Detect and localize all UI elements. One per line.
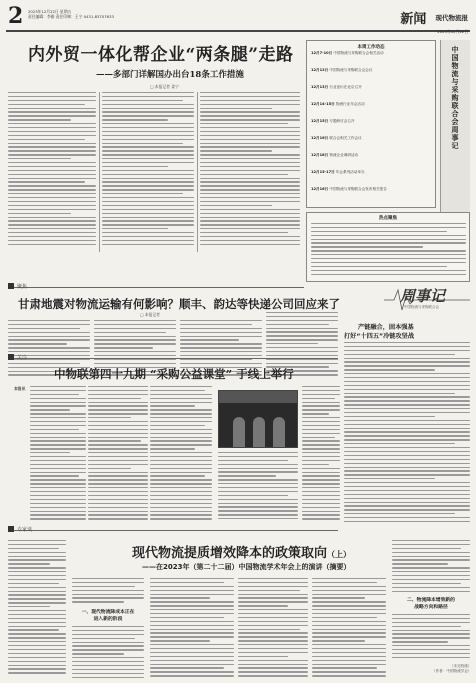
article3-text-col1	[30, 386, 86, 526]
section-rule	[8, 287, 304, 288]
article1-byline: □ 本报记者 姜宁	[150, 84, 179, 89]
section-marker-icon	[8, 283, 14, 289]
weekly-item	[311, 102, 432, 107]
photo-banner	[219, 391, 297, 403]
article4-point2-heading	[392, 598, 470, 611]
article4-footer	[432, 664, 472, 674]
weekly-item-text: 物流企业调研活动	[329, 153, 359, 157]
header-meta-line: 责任编辑：李雅 责任印制：王宁 0431-83707633	[28, 14, 114, 19]
hot-focus-box	[306, 212, 470, 282]
article1-subtitle: ——多部门详解国办出台18条工作措施	[96, 70, 244, 80]
weekly-item-text: 中国物流与采购联合会相关活动	[333, 51, 384, 55]
header-meta-line: 2023年12月22日 星期五	[28, 9, 72, 14]
section-rule	[8, 358, 338, 359]
point1-line2: 进入新的阶段	[93, 616, 123, 622]
weekly-item-date: 12月13日	[311, 85, 329, 89]
weekly-item	[311, 68, 432, 73]
article4-title-main: 现代物流提质增效降本的政策取向	[132, 546, 328, 561]
weekly-item-date: 12月12日	[311, 68, 329, 72]
weekly-work-box	[306, 40, 436, 208]
weekly-item	[311, 85, 432, 90]
weekly-record-logo-subtitle: 中国物流与采购联合会	[404, 305, 439, 309]
article2-byline: □ 本报记者	[140, 312, 160, 317]
article4-text-col4	[238, 578, 308, 681]
article1-text-col2	[102, 92, 194, 252]
section-tag: 专家谈	[17, 527, 33, 533]
weekly-item-text: 物流行业年会活动	[335, 102, 365, 106]
article1-text-col3	[200, 92, 300, 252]
hot-focus-text	[311, 223, 466, 281]
weekly-work-title: 本周工作动态	[357, 45, 385, 50]
article3-title: 中物联第四十九期 “采购公益课堂” 于线上举行	[54, 367, 294, 381]
side-headline-line2: 打好“十四五”冷链攻坚战	[344, 333, 415, 340]
weekly-item-date: 12月16日	[311, 187, 329, 191]
article4-title	[132, 542, 351, 561]
weekly-item-date: 12月15日	[311, 119, 329, 123]
weekly-item-text: 联合会相关工作会议	[329, 136, 362, 140]
weekly-item	[311, 51, 432, 56]
section-marker-icon	[8, 354, 14, 360]
article4-text-col5	[312, 578, 386, 681]
section-name: 新闻	[400, 12, 427, 27]
vertical-column-title-text: 中国物流与采购联合会周事记	[451, 46, 459, 150]
weekly-item-text: 专题研讨会召开	[329, 119, 355, 123]
point1-line1: 一、现代物流降成本正在	[81, 610, 135, 615]
weekly-item-text: 年会系列活动举办	[335, 170, 365, 174]
article3-text-under-photo	[218, 452, 298, 526]
side-article-text	[344, 342, 470, 532]
weekly-item	[311, 153, 432, 158]
article4-text-col3	[150, 578, 234, 681]
article4-text-col2-bottom	[72, 626, 144, 681]
masthead-right	[400, 7, 468, 35]
header-meta	[28, 9, 118, 19]
weekly-item	[311, 136, 432, 141]
weekly-item-text: 中国物流与采购联合会发布相关报告	[329, 187, 387, 191]
weekly-item-date: 12月16日	[311, 136, 329, 140]
article2-title: 甘肃地震对物流运输有何影响？顺丰、韵达等快递公司回应来了	[18, 297, 340, 311]
paper-name: 现代物流报	[435, 14, 468, 22]
header-date: 2023年12月22日	[437, 29, 468, 34]
weekly-item	[311, 119, 432, 124]
weekly-item	[311, 170, 432, 175]
weekly-item-date: 12月15-17日	[311, 170, 335, 174]
column-separator	[99, 92, 100, 252]
page-header	[6, 4, 470, 32]
article4-text-col1	[8, 540, 66, 680]
article3-text-col2	[88, 386, 148, 526]
column-separator	[197, 92, 198, 252]
photo-person	[233, 417, 245, 447]
page-number: 2	[8, 3, 24, 29]
weekly-item	[311, 187, 432, 192]
weekly-record-logo-title: 周事记	[400, 287, 446, 305]
article3-text-col5	[302, 386, 340, 526]
weekly-record-logo	[384, 282, 470, 318]
article4-footer-byline: （作者：中国物流学会）	[432, 669, 472, 673]
article3-byline: 本报讯	[14, 386, 26, 391]
weekly-item-text: 中国物流与采购联合会会议	[329, 68, 373, 72]
weekly-item-date: 12月18日	[311, 153, 329, 157]
section-marker-icon	[8, 526, 14, 532]
point2-line1: 二、物流降本增效新的	[407, 598, 455, 603]
weekly-item-date: 12月14-15日	[311, 102, 335, 106]
hot-focus-title: 热点聚焦	[379, 216, 397, 221]
point2-line2: 战略方向和路径	[414, 604, 448, 610]
section-tag: 关注	[17, 355, 28, 361]
article4-text-col2-top	[72, 578, 144, 608]
article4-point1-heading	[72, 610, 144, 623]
article4-subtitle: ——在2023年（第二十二届）中国物流学术年会上的演讲（摘要）	[142, 563, 351, 571]
article4-footer-note: （未完待续）	[449, 664, 472, 668]
article1-title: 内外贸一体化帮企业“两条腿”走路	[28, 45, 294, 65]
photo-person	[273, 417, 285, 447]
article4-text-col6-bottom	[392, 614, 470, 662]
article3-photo	[218, 390, 298, 448]
section-tag: 聚焦	[17, 284, 28, 290]
weekly-item-text: 行业论坛在北京召开	[329, 85, 362, 89]
section-rule	[8, 530, 338, 531]
article4-text-col6-top	[392, 540, 470, 596]
photo-person	[253, 417, 265, 447]
article1-text-col1	[8, 92, 96, 252]
article3-text-col3	[150, 386, 212, 526]
weekly-item-date: 12月7-10日	[311, 51, 333, 55]
side-headline-line1: 产链融合，固本强基	[358, 324, 414, 331]
article4-title-part: （上）	[327, 549, 352, 559]
